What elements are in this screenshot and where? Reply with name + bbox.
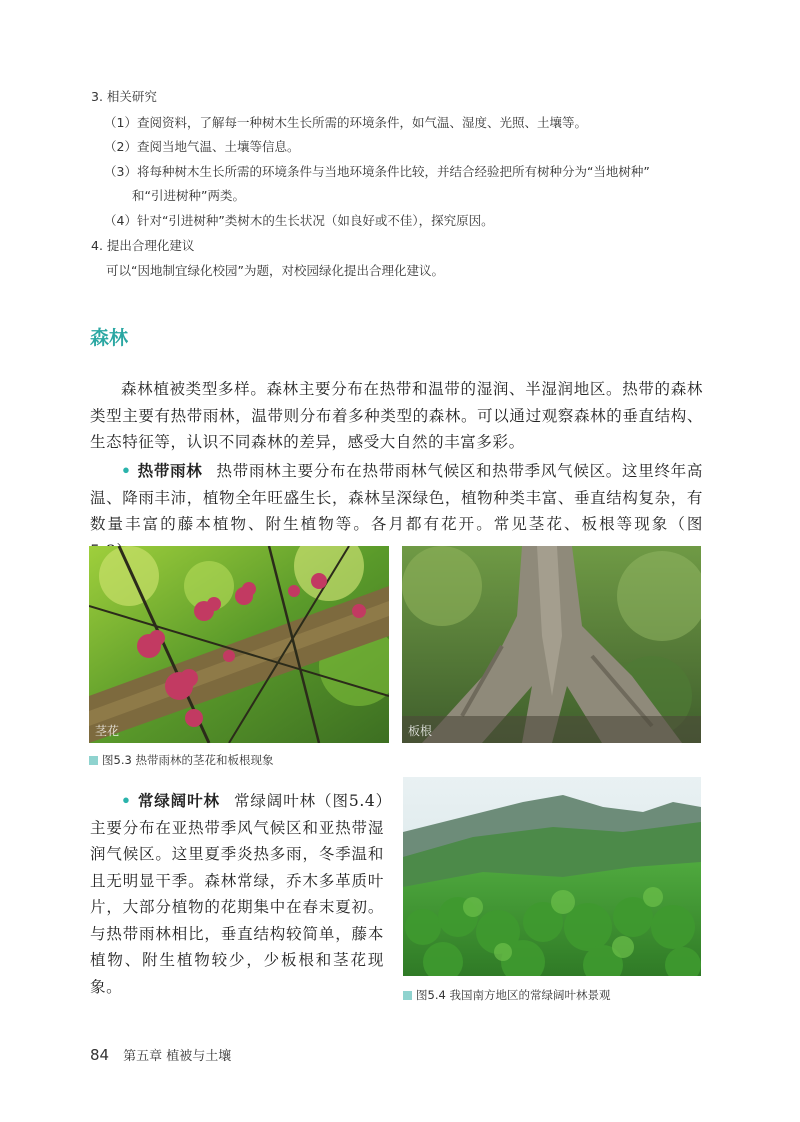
cauliflory-label: 茎花 [95, 724, 120, 738]
evergreen-term: 常绿阔叶林 [137, 791, 220, 810]
rainforest-text: 热带雨林主要分布在热带雨林气候区和热带季风气候区。这里终年高温、降雨丰沛，植物全年旺盛生长，森林呈深绿色，植物种类丰富、垂直结构复杂，有数量丰富的藤本植物、附生植物等。各月都有花开。常见茎花、板根等现象（图 [90, 462, 703, 533]
evergreen-text: 常绿阔叶林（图5.4）主要分布在亚热带季风气候区和亚热带湿润气候区。这里夏季炎热多雨，冬季温和且无明显干季。森林常绿，乔木多革质叶片，大部分植物的花期集中在春末夏初。与热带雨林相比，垂直结构较简单，藤本植物、附生植物较少，少板根和茎花现象。 [90, 792, 384, 996]
intro-paragraph [90, 376, 703, 456]
caption-square-icon [89, 756, 98, 765]
research-item-2: （2）查阅当地气温、土壤等信息。 [104, 139, 300, 154]
evergreen-forest-photo [403, 777, 701, 976]
fig53-caption-text: 图5.3 热带雨林的茎花和板根现象 [102, 753, 274, 767]
research-item-4: （4）针对“引进树种”类树木的生长状况（如良好或不佳），探究原因。 [104, 213, 494, 228]
buttress-root-label: 板根 [408, 724, 433, 738]
fig54-caption [403, 987, 610, 1003]
research-heading: 3. 相关研究 [91, 89, 157, 104]
chapter-title: 第五章 植被与土壤 [123, 1049, 232, 1064]
rainforest-term: 热带雨林 [137, 461, 203, 480]
cauliflory-photo [89, 546, 389, 743]
intro-text: 森林植被类型多样。森林主要分布在热带和温带的湿润、半湿润地区。热带的森林类型主要有热带雨林，温带则分布着多种类型的森林。可以通过观察森林的垂直结构、生态特征等，认识不同森林的差异，感受大自然的丰富多彩。 [90, 380, 703, 451]
fig54-caption-text: 图5.4 我国南方地区的常绿阔叶林景观 [416, 988, 611, 1002]
research-item-3: （3）将每种树木生长所需的环境条件与当地环境条件比较，并结合经验把所有树种分为“当地树种” [104, 164, 650, 179]
page-footer [90, 1045, 231, 1064]
research-item-3-cont: 和“引进树种”两类。 [132, 188, 245, 203]
evergreen-paragraph [90, 788, 384, 1000]
research-item-1: （1）查阅资料，了解每一种树木生长所需的环境条件，如气温、湿度、光照、土壤等。 [104, 115, 587, 130]
fig53-caption [89, 752, 273, 768]
buttress-root-photo [402, 546, 701, 743]
suggest-text: 可以“因地制宜绿化校园”为题，对校园绿化提出合理化建议。 [106, 263, 444, 278]
section-title: 森林 [90, 327, 129, 349]
suggest-heading: 4. 提出合理化建议 [91, 238, 195, 253]
caption-square-icon [403, 991, 412, 1000]
page-number: 84 [90, 1046, 110, 1064]
bullet-icon: • [121, 791, 132, 810]
bullet-icon: • [121, 461, 132, 480]
